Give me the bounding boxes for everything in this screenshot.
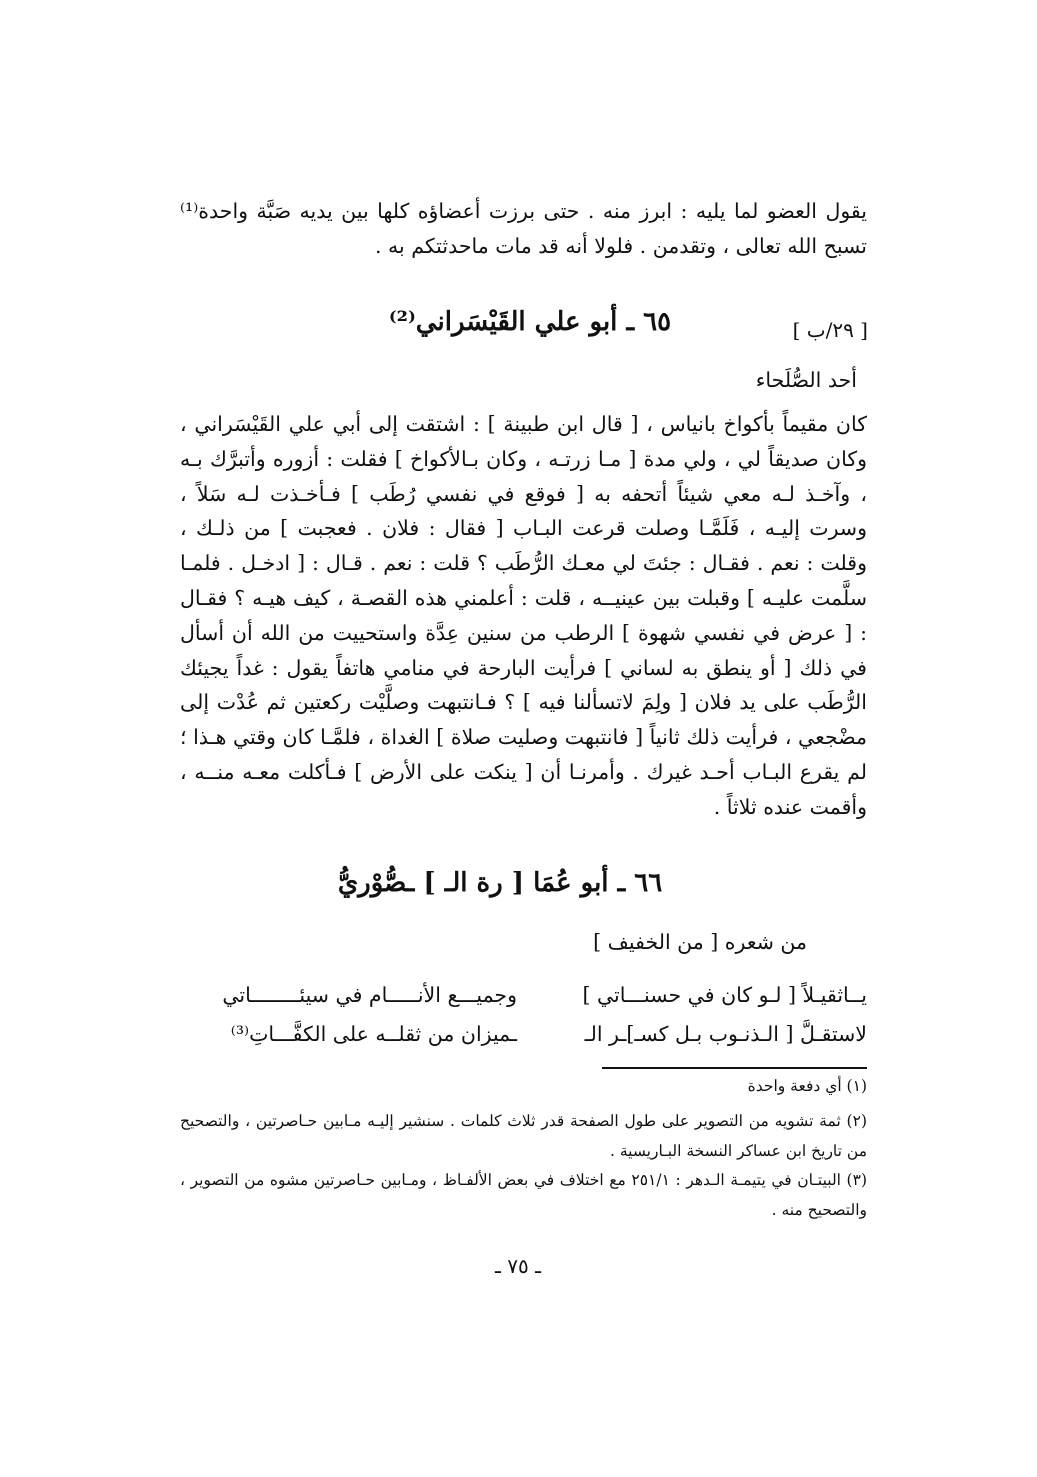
poem-intro: من شعره [ من الخفيف ]	[593, 930, 807, 954]
verse-2-first-hemistich: لاستقـلَّ [ الـذنـوب بـل كسـ]ـر الـ	[584, 1022, 867, 1046]
manuscript-folio-ref: [ ٢٩/ب ]	[792, 318, 868, 342]
page-number: ـ ٧٥ ـ	[495, 1254, 541, 1278]
verse-1-first-hemistich: يــاثقيـلاً [ لـو كان في حسنـــاتي ]	[582, 983, 867, 1007]
footnote-1: (١) أي دفعة واحدة	[747, 1077, 867, 1095]
entry-65-body-text: كان مقيماً بأكواخ بانياس ، [ قال ابن طبينة ] : اشتقت إلى أبي علي القَيْسَراني ، وكان صديقاً لي ، ولي مدة [ مـا زرتـه ، وكان بـالأكواخ ] فقلت : أزوره وأتبرَّك بـه ، وآخـذ لـه معي شيئاً أتحفه به [ فوقع في نفسي رُطَب ] فـأخـذت لـه سَلاً ، وسرت إليـه ، فَلَمَّـا وصلت قرعت البـاب [ فقال : فلان . فعجبت ] من ذلـك ، وقلت : نعم . فقـال : جئتَ لي معـك الرُّطَب ؟ قلت : نعم . قـال : [ ادخـل . فلمـا سلَّمت عليـه ] وقبلت بين عينيــه ، قلت : أعلمني هذه القصـة ، كيف هيـه ؟ فقـال : [ عرض في نفسي شهوة ] الرطب من سنين عِدَّة واستحييت من الله أن أسأل في ذلك [ أو ينطق به لساني ] فرأيت البارحة في منامي هاتفاً يقول : غداً يجيئك الرُّطَب على يد فلان [ ولِمَ لاتسألنا فيه ] ؟ فـانتبهت وصلَّيْت ركعتين ثم عُدْت إلى مضْجعي ، فرأيت ذلك ثانياً [ فانتبهت وصليت صلاة ] الغداة ، فلمَّـا كان وقتي هـذا ؛ لم يقرع البـاب أحـد غيرك . وأمرنـا أن [ ينكت على الأرض ] فـأكلت معـه منــه ، وأقمت عنده ثلاثاً .	[180, 412, 867, 819]
footnote-2: (٢) ثمة تشويه من التصوير على طول الصفحة قدر ثلاث كلمات . سنشير إليـه مـابين حـاصرتين ، والتصحيح من تاريخ ابن عساكر النسخة البـاريسية .	[180, 1112, 867, 1160]
verse-2-second-hemistich: ـميزان من ثقلــه على الكفَّـــاتِ⁽³⁾	[230, 1022, 517, 1046]
entry-65-title: ٦٥ ـ أبو علي القَيْسَراني⁽²⁾	[388, 307, 672, 337]
intro-paragraph	[180, 194, 867, 264]
footnote-3: (٣) البيتـان في يتيمـة الـدهر : ٢٥١/١ مع اختلاف في بعض الألفـاظ ، ومـابين حـاصرتين مشوه من التصوير ، والتصحيح منه .	[180, 1171, 867, 1219]
verse-1-second-hemistich: وجميـــع الأنـــــام في سيئــــــــاتي	[222, 983, 517, 1007]
intro-text: يقول العضو لما يليه : ابرز منه . حتى برزت أعضاؤه كلها بين يديه صَبَّة واحدة⁽¹⁾ تسبح الله تعالى ، وتقدمن . فلولا أنه قد مات ماحدثتكم به .	[180, 199, 867, 258]
entry-66-title: ٦٦ ـ أبو عُمَا [ رة الـ ] ـصُّوْريُّ	[337, 868, 663, 898]
entry-65-body	[180, 407, 867, 825]
footnote-divider	[602, 1067, 867, 1069]
entry-65-description: أحد الصُّلَحاء	[755, 368, 857, 392]
